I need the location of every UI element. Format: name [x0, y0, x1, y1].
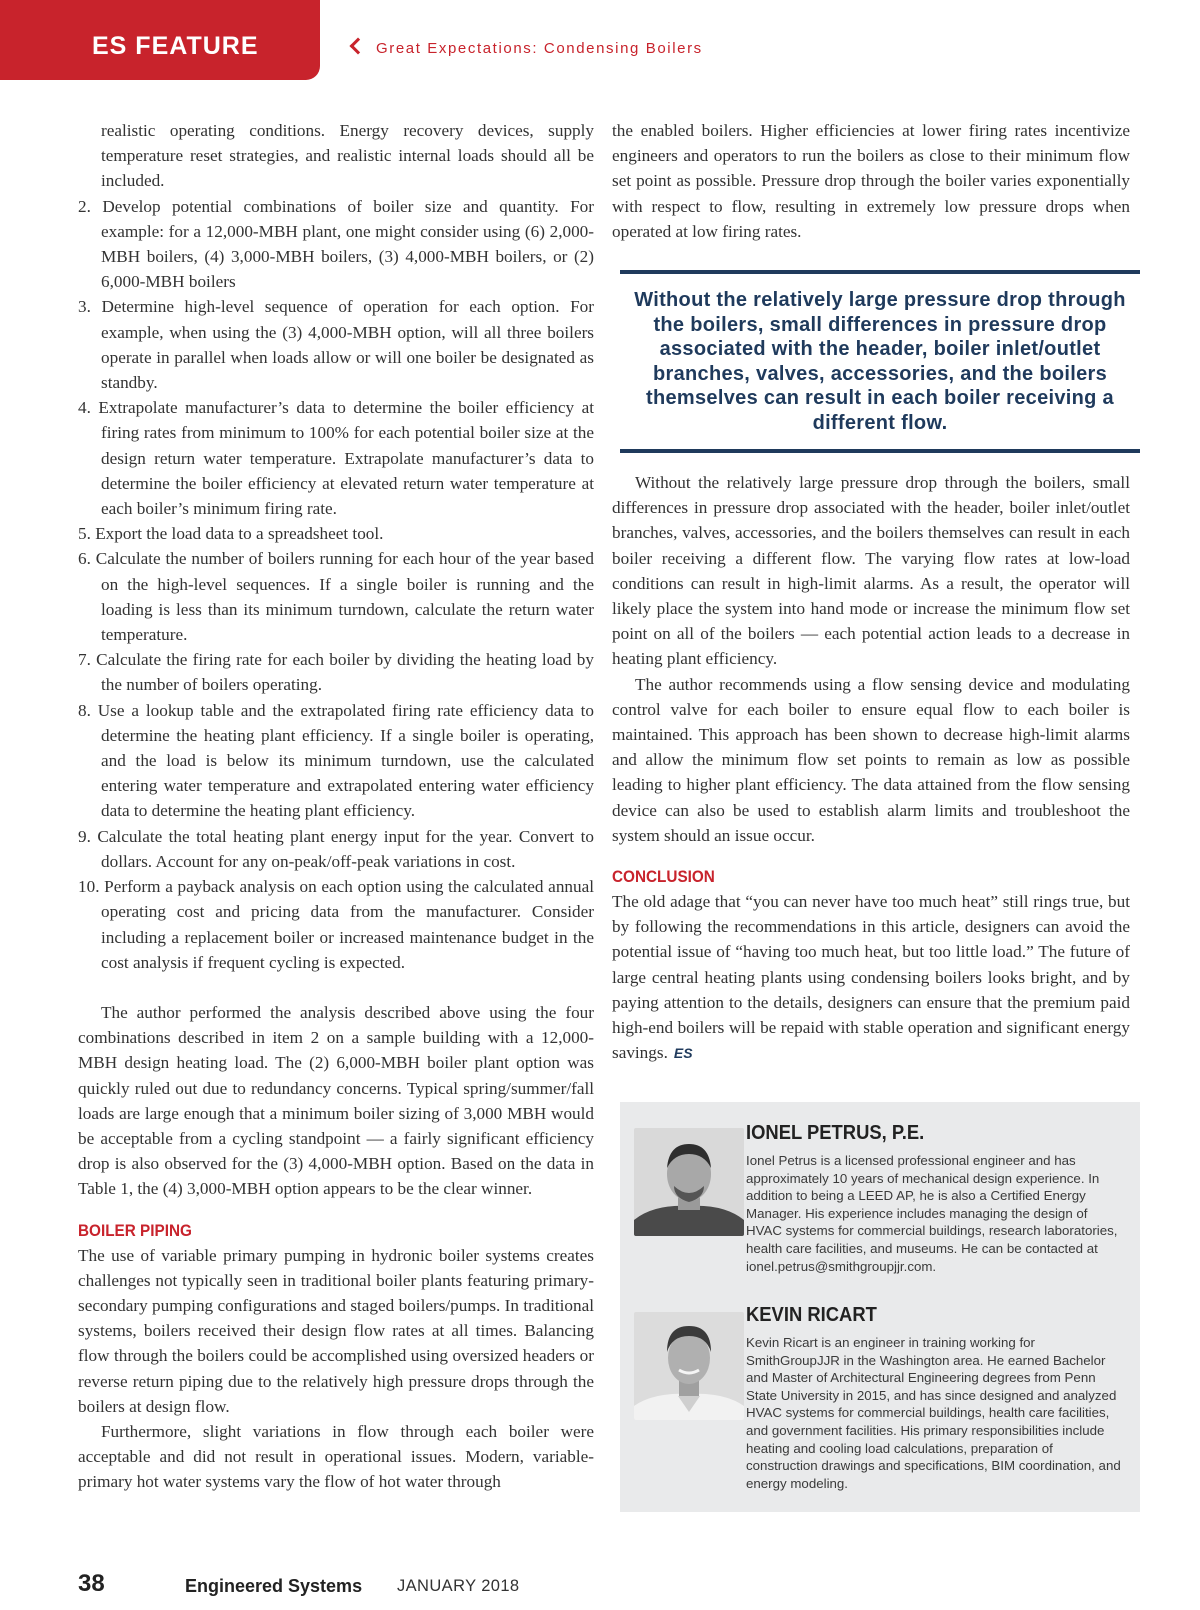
conclusion-text: The old adage that “you can never have too much heat” still rings true, but by following the recommendations in this article, designers can avoid the potential issue of “having too much heat, but too little load.” The future of large central heating plants using condensing boilers looks bright, and by paying attention to the details, designers can ensure that the premium paid high-end boilers will be repaid with stable operation and significant energy savings. — [612, 892, 1130, 1063]
list-item-2: 2. Develop potential combinations of boiler size and quantity. For example: for a 12,000-MBH plant, one might consider using (6) 2,000-MBH boilers, (4) 3,000-MBH boilers, (3) 4,000-MBH boilers, or (2) 6,000-MBH boilers — [78, 196, 594, 292]
author-photo-petrus — [634, 1128, 744, 1236]
issue-date: JANUARY 2018 — [397, 1577, 520, 1595]
bio-name-1: IONEL PETRUS, P.E. — [746, 1122, 925, 1144]
list-item-8: 8. Use a lookup table and the extrapolated firing rate efficiency data to determine the heating plant efficiency. If a single boiler is operating, and the load is below its minimum turndown, use the calculated entering water temperature and extrapolated entering water efficiency data to determine the heating plant efficiency. — [78, 700, 594, 821]
author-bios — [620, 1102, 1140, 1512]
list-item-4: 4. Extrapolate manufacturer’s data to determine the boiler efficiency at firing rates from minimum to 100% for each potential boiler size at the design return water temperature. Extrapolate manufacturer’s data to determine the boiler efficiency at elevated return water temperature at each boiler’s minimum firing rate. — [78, 398, 594, 519]
bio-text-2: Kevin Ricart is an engineer in training working for SmithGroupJJR in the Washington area. He earned Bachelor and Master of Architectural Engineering degrees from Penn State University in 2015, and has since designed and analyzed HVAC systems for commercial buildings, health care facilities, and government facilities. His primary responsibilities include heating and cooling load calculations, preparation of construction drawings and specifications, BIM coordination, and energy modeling. — [746, 1335, 1121, 1491]
bio-name-2: KEVIN RICART — [746, 1304, 877, 1326]
portrait-icon — [634, 1128, 744, 1236]
list-item-9: 9. Calculate the total heating plant energy input for the year. Convert to dollars. Account for any on-peak/off-peak variations in cost. — [78, 826, 594, 871]
spacer — [78, 975, 594, 1000]
list-item-3: 3. Determine high-level sequence of operation for each option. For example, when using the (3) 4,000-MBH option, will all three boilers operate in parallel when loads allow or will one boiler be designated as standby. — [78, 297, 594, 393]
paragraph-piping-1: The use of variable primary pumping in hydronic boiler systems creates challenges not typically seen in traditional boiler plants featuring primary-secondary pumping configurations and staged boilers/pumps. In traditional systems, boilers received their design flow rates at all times. Balancing flow through the boilers could be accomplished using oversized headers or reverse return piping due to the relatively high pressure drops through the boilers at design flow. — [78, 1245, 594, 1416]
paragraph-piping-2: Furthermore, slight variations in flow through each boiler were acceptable and did not result in operational issues. Modern, variable-primary hot water systems vary the flow of hot water through — [78, 1421, 594, 1492]
list-item-5: 5. Export the load data to a spreadsheet tool. — [78, 524, 384, 544]
right-column-bottom — [612, 470, 1130, 1066]
pull-quote: Without the relatively large pressure drop through the boilers, small differences in pressure drop associated with the header, boiler inlet/outlet branches, valves, accessories, and the boilers themselves can result in each boiler receiving a different flow. — [620, 270, 1140, 453]
paragraph-continued: the enabled boilers. Higher efficiencies at lower firing rates incentivize engineers and operators to run the boilers as close to their minimum flow set point as possible. Pressure drop through the boiler varies exponentially with respect to flow, resulting in extremely low pressure drops when operated at low firing rates. — [612, 121, 1130, 241]
list-item-1-continued: realistic operating conditions. Energy recovery devices, supply temperature reset strategies, and realistic internal loads should all be included. — [101, 121, 594, 191]
magazine-title: Engineered Systems — [185, 1576, 363, 1596]
breadcrumb-title: Great Expectations: Condensing Boilers — [376, 40, 703, 57]
es-end-mark: ES — [673, 1045, 693, 1062]
portrait-icon — [634, 1312, 744, 1420]
author-photo-ricart — [634, 1312, 744, 1420]
paragraph-analysis: The author performed the analysis described above using the four combinations described in item 2 on a sample building with a 12,000-MBH design heating load. The (2) 6,000-MBH boiler plant option was quickly ruled out due to redundancy concerns. Typical spring/summer/fall loads are large enough that a minimum boiler sizing of 3,000 MBH would be acceptable from a cycling standpoint — a fairly significant efficiency drop is also observed for the (3) 4,000-MBH option. Based on the data in Table 1, the (4) 3,000-MBH option appears to be the clear winner. — [78, 1002, 594, 1199]
list-item-6: 6. Calculate the number of boilers running for each hour of the year based on the high-level sequences. If a single boiler is running and the loading is less than its minimum turndown, calculate the return water temperature. — [78, 549, 594, 645]
paragraph-conclusion — [612, 889, 1130, 1066]
heading-conclusion: CONCLUSION — [612, 867, 715, 887]
paragraph-flow-1: Without the relatively large pressure drop through the boilers, small differences in pressure drop associated with the header, boiler inlet/outlet branches, valves, accessories, and the boilers themselves can result in each boiler receiving a different flow. The varying flow rates at low-load conditions can result in high-limit alarms. As a result, the operator will likely place the system into hand mode or increase the minimum flow set point on all of the boilers — each potential action leads to a decrease in heating plant efficiency. — [612, 473, 1130, 669]
bio-text-1: Ionel Petrus is a licensed professional engineer and has approximately 10 years of mechanical design experience. In addition to being a LEED AP, he is also a Certified Energy Manager. His experience includes managing the design of HVAC systems for commercial buildings, research laboratories, health care facilities, and museums. He can be contacted at ionel.petrus@smithgroupjjr.com. — [746, 1153, 1118, 1274]
list-item-7: 7. Calculate the firing rate for each boiler by dividing the heating load by the number of boilers operating. — [78, 650, 594, 695]
section-tab — [0, 0, 320, 80]
chevron-left-icon[interactable] — [350, 38, 367, 55]
right-column-top — [612, 118, 1130, 244]
list-item-10: 10. Perform a payback analysis on each option using the calculated annual operating cost and pricing data from the manufacturer. Consider including a replacement boiler or increased maintenance budget in the cost analysis if frequent cycling is expected. — [78, 877, 594, 972]
breadcrumb[interactable] — [352, 40, 703, 57]
section-label: ES FEATURE — [92, 32, 259, 60]
heading-boiler-piping: BOILER PIPING — [78, 1220, 192, 1240]
left-column — [78, 118, 594, 1495]
page-number: 38 — [78, 1570, 105, 1597]
paragraph-flow-2: The author recommends using a flow sensing device and modulating control valve for each boiler to ensure equal flow to each boiler is maintained. This approach has been shown to decrease high-limit alarms and allow the minimum flow set points to remain as low as possible leading to higher plant efficiency. The data attained from the flow sensing device can also be used to establish alarm limits and troubleshoot the system should an issue occur. — [612, 674, 1130, 845]
